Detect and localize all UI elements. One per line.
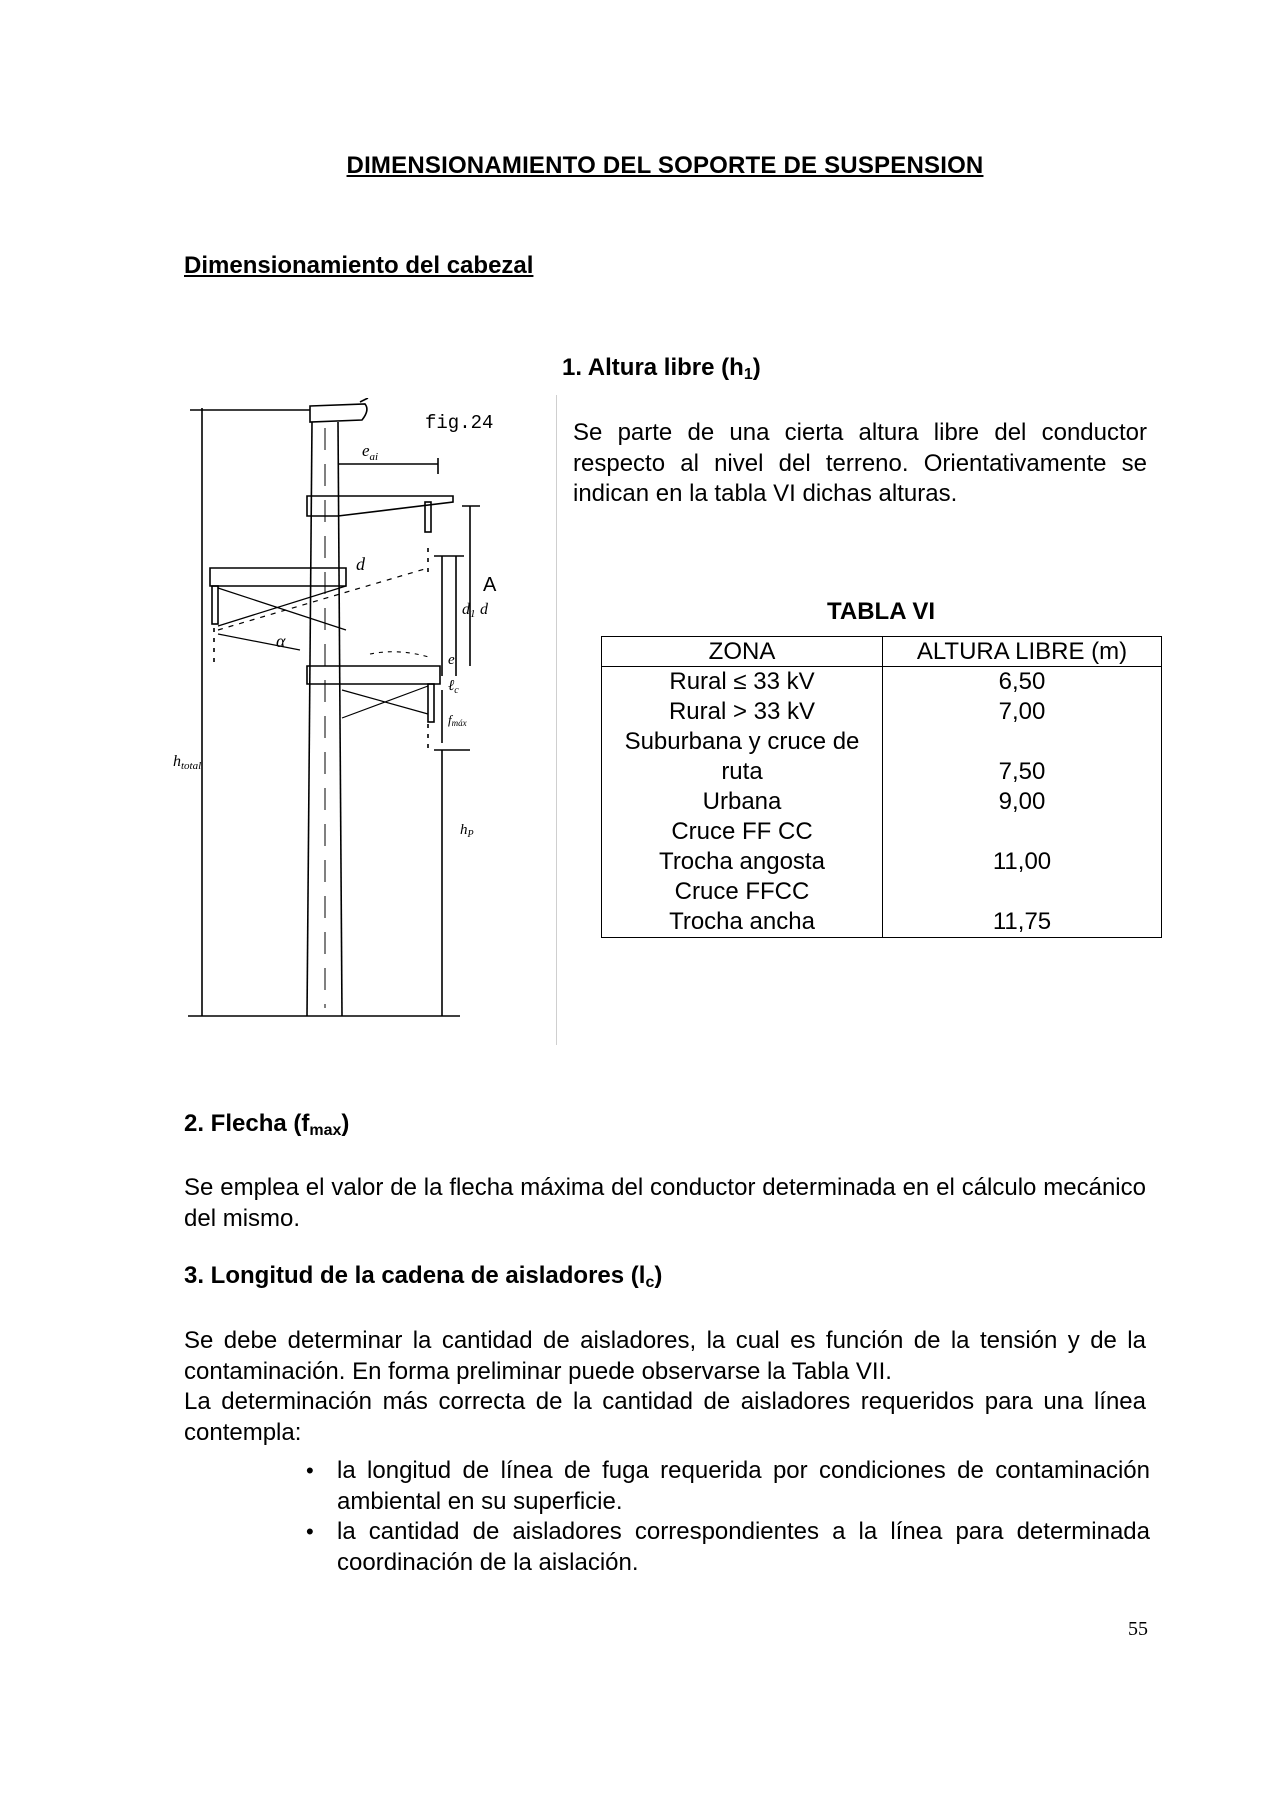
section-2-heading-sub: max [309, 1122, 342, 1139]
label-ea: $e_{ai}$ [362, 441, 379, 463]
section-subtitle: Dimensionamiento del cabezal [184, 252, 534, 279]
section-3-heading-end: ) [654, 1262, 663, 1289]
altura-libre-table [601, 636, 1162, 938]
section-3-heading-sub: c [645, 1274, 655, 1291]
table-cell-altura [883, 787, 1162, 817]
table-cell-zona [602, 727, 883, 787]
alpha-line [218, 634, 300, 650]
label-A: A [483, 574, 497, 596]
zona-line: Cruce FF CC [671, 818, 813, 845]
zona-line: Cruce FFCC [674, 878, 810, 905]
pole-cap-tip [360, 398, 368, 402]
left-insulator [212, 586, 218, 624]
label-lc: ℓ$_c$ [448, 678, 459, 696]
page-number: 55 [1128, 1618, 1148, 1640]
section-2-heading [184, 1110, 349, 1140]
list-item [300, 1456, 1150, 1517]
e-arc [370, 652, 432, 658]
zona-line: Trocha ancha [669, 908, 815, 935]
label-e: e [448, 652, 455, 668]
section-1-heading-end: ) [752, 354, 761, 381]
altura-value: 7,00 [998, 698, 1046, 725]
table-row [602, 787, 1162, 817]
pole-figure [170, 398, 560, 1053]
label-d: d [356, 554, 365, 574]
lower-crossarm [307, 666, 440, 684]
section-3-paragraph-2: La determinación más correcta de la cantidad de aisladores requeridos para una línea contempla: [184, 1388, 1146, 1446]
table-cell-altura [883, 667, 1162, 698]
table-row [602, 667, 1162, 698]
d-distance-line [218, 568, 428, 630]
table-header-row [602, 637, 1162, 667]
table-cell-zona [602, 877, 883, 938]
section-1-heading-sub: 1 [743, 366, 753, 383]
label-alpha: α [276, 631, 286, 651]
altura-value: 6,50 [998, 668, 1046, 695]
table-row [602, 697, 1162, 727]
table-row [602, 877, 1162, 938]
section-2-heading-text: 2. Flecha (f [184, 1110, 310, 1137]
table-cell-altura [883, 697, 1162, 727]
lower-cross-brace [342, 686, 428, 718]
pole-cap [310, 404, 367, 422]
list-item [300, 1517, 1150, 1578]
middle-cross-brace [218, 586, 346, 630]
table-cell-altura [883, 817, 1162, 877]
page-title: DIMENSIONAMIENTO DEL SOPORTE DE SUSPENSION [346, 152, 984, 179]
zona-line: Trocha angosta [659, 848, 825, 875]
altura-value: 9,00 [998, 788, 1046, 815]
zona-line: Rural > 33 kV [668, 698, 816, 725]
section-1-heading-text: 1. Altura libre (h [562, 354, 744, 381]
altura-value: 7,50 [998, 758, 1046, 785]
section-1-paragraph: Se parte de una cierta altura libre del conductor respecto al nivel del terreno. Orientativamente se indican en la tabla VI dichas alturas. [573, 419, 1147, 507]
label-d1: d1 [462, 601, 476, 620]
list-item-text: la longitud de línea de fuga requerida por condiciones de contaminación ambiental en su superficie. [337, 1457, 1150, 1515]
zona-line: Rural ≤ 33 kV [669, 668, 815, 695]
bullet-icon: • [306, 1458, 314, 1483]
section-3-paragraph-1: Se debe determinar la cantidad de aisladores, la cual es función de la tensión y de la contaminación. En forma preliminar puede observarse la Tabla VII. [184, 1327, 1146, 1385]
table-title: TABLA VI [827, 598, 935, 625]
label-d-right: d [480, 601, 488, 618]
list-item-text: la cantidad de aisladores correspondientes a la línea para determinada coordinación de la aislación. [337, 1518, 1150, 1576]
pole-right-edge [338, 422, 342, 1016]
zona-line: Suburbana y cruce de [624, 728, 860, 755]
table-cell-zona [602, 667, 883, 698]
section-3-heading-text: 3. Longitud de la cadena de aisladores (l [184, 1262, 646, 1289]
table-cell-zona [602, 697, 883, 727]
label-htotal: htotal [173, 753, 202, 772]
altura-value: 11,00 [992, 848, 1052, 875]
section-2-heading-end: ) [341, 1110, 350, 1137]
label-hp: $h_P$ [460, 822, 474, 840]
table-cell-altura [883, 877, 1162, 938]
lower-insulator [428, 684, 434, 722]
requirements-list [300, 1456, 1150, 1578]
section-2-paragraph: Se emplea el valor de la flecha máxima del conductor determinada en el cálculo mecánico del mismo. [184, 1174, 1146, 1232]
zona-line: ruta [721, 758, 763, 785]
table-row [602, 727, 1162, 787]
table-header-zona: ZONA [602, 637, 883, 667]
table-cell-altura [883, 727, 1162, 787]
label-fmax: fmáx [448, 712, 467, 728]
section-3-heading [184, 1262, 662, 1292]
middle-crossarm [210, 568, 346, 586]
zona-line: Urbana [702, 788, 782, 815]
top-insulator [425, 502, 431, 532]
table-cell-zona [602, 787, 883, 817]
table-cell-zona [602, 817, 883, 877]
section-1-heading [562, 354, 761, 384]
table-row [602, 817, 1162, 877]
bullet-icon: • [306, 1519, 314, 1544]
table-header-altura: ALTURA LIBRE (m) [883, 637, 1162, 667]
fig-label: fig.24 [425, 412, 494, 434]
altura-value: 11,75 [992, 908, 1052, 935]
